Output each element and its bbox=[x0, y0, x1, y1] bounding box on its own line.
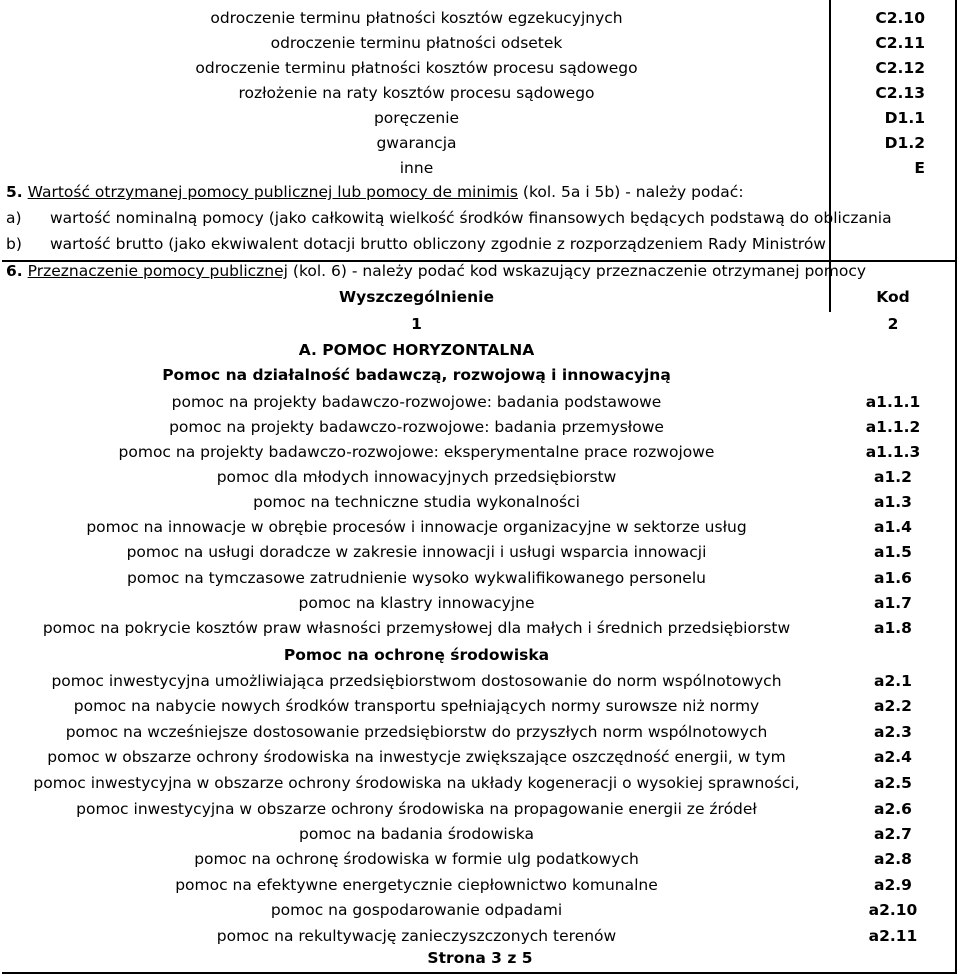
row-description: pomoc na projekty badawczo-rozwojowe: eksperymentalne prace rozwojowe bbox=[118, 443, 715, 461]
table-row bbox=[2, 566, 955, 591]
table-row bbox=[2, 616, 955, 641]
row-code: C2.10 bbox=[875, 9, 925, 27]
row-code: a2.4 bbox=[874, 748, 912, 766]
column-header-description: Wyszczególnienie bbox=[339, 288, 494, 306]
row-code: a2.9 bbox=[874, 876, 912, 894]
row-code: E bbox=[914, 159, 925, 177]
row-description: pomoc na projekty badawczo-rozwojowe: badania podstawowe bbox=[171, 393, 662, 411]
row-description: pomoc na pokrycie kosztów praw własności przemysłowej dla małych i średnich przedsiębiorstw bbox=[42, 619, 791, 637]
row-code: a1.6 bbox=[874, 569, 912, 587]
section-5-item-b bbox=[6, 232, 826, 257]
item-b-marker: b) bbox=[6, 235, 22, 253]
row-description: odroczenie terminu płatności kosztów egzekucyjnych bbox=[210, 9, 623, 27]
row-description: pomoc na nabycie nowych środków transportu spełniających normy surowsze niż normy bbox=[73, 697, 760, 715]
section-6-number: 6. bbox=[6, 262, 23, 280]
section-5-heading bbox=[6, 180, 744, 205]
row-description: pomoc na usługi doradcze w zakresie innowacji i usługi wsparcia innowacji bbox=[126, 543, 707, 561]
row-code: a1.8 bbox=[874, 619, 912, 637]
row-code: a2.7 bbox=[874, 825, 912, 843]
section-5-item-a bbox=[6, 206, 892, 231]
row-code: a1.5 bbox=[874, 543, 912, 561]
subgroup-heading-environment: Pomoc na ochronę środowiska bbox=[283, 646, 550, 664]
row-code: a1.2 bbox=[874, 468, 912, 486]
table-row bbox=[2, 390, 955, 415]
section-5-title: Wartość otrzymanej pomocy publicznej lub pomocy de minimis bbox=[27, 183, 518, 201]
row-description: pomoc na klastry innowacyjne bbox=[298, 594, 535, 612]
item-b-text: wartość brutto (jako ekwiwalent dotacji brutto obliczony zgodnie z rozporządzeniem Rady Ministrów bbox=[50, 235, 826, 253]
row-code: a1.3 bbox=[874, 493, 912, 511]
table-header-row bbox=[2, 285, 955, 310]
row-code: C2.11 bbox=[875, 34, 925, 52]
table-row bbox=[2, 56, 955, 81]
row-code: a2.3 bbox=[874, 723, 912, 741]
row-description: pomoc na projekty badawczo-rozwojowe: badania przemysłowe bbox=[169, 418, 664, 436]
table-row bbox=[2, 694, 955, 719]
table-row bbox=[2, 156, 955, 181]
row-description: odroczenie terminu płatności kosztów procesu sądowego bbox=[195, 59, 638, 77]
row-code: a2.10 bbox=[868, 901, 918, 919]
row-description: inne bbox=[399, 159, 434, 177]
table-row bbox=[2, 745, 955, 770]
row-code: a1.1.1 bbox=[865, 393, 921, 411]
table-row bbox=[2, 465, 955, 490]
row-description: pomoc inwestycyjna w obszarze ochrony środowiska na układy kogeneracji o wysokiej sprawności, bbox=[33, 774, 800, 792]
row-code: C2.13 bbox=[875, 84, 925, 102]
table-row bbox=[2, 81, 955, 106]
row-code: a1.1.2 bbox=[865, 418, 921, 436]
row-description: pomoc na rekultywację zanieczyszczonych terenów bbox=[216, 927, 617, 945]
row-code: a2.5 bbox=[874, 774, 912, 792]
row-description: pomoc na techniczne studia wykonalności bbox=[253, 493, 580, 511]
table-row bbox=[2, 669, 955, 694]
row-description: rozłożenie na raty kosztów procesu sądowego bbox=[238, 84, 595, 102]
table-row bbox=[2, 490, 955, 515]
row-code: a2.8 bbox=[874, 850, 912, 868]
table-row bbox=[2, 6, 955, 31]
row-description: gwarancja bbox=[376, 134, 457, 152]
column-header-code: Kod bbox=[876, 288, 910, 306]
row-code: C2.12 bbox=[875, 59, 925, 77]
row-code: a1.1.3 bbox=[865, 443, 921, 461]
row-code: a1.4 bbox=[874, 518, 912, 536]
row-code: a2.1 bbox=[874, 672, 912, 690]
column-number-1: 1 bbox=[411, 315, 422, 333]
table-row bbox=[2, 540, 955, 565]
row-description: odroczenie terminu płatności odsetek bbox=[270, 34, 563, 52]
section-5-number: 5. bbox=[6, 183, 23, 201]
row-code: D1.2 bbox=[884, 134, 925, 152]
table-row bbox=[2, 898, 955, 923]
table-row bbox=[2, 873, 955, 898]
section-5-note: (kol. 5a i 5b) - należy podać: bbox=[517, 183, 744, 201]
row-description: pomoc na wcześniejsze dostosowanie przedsiębiorstw do przyszłych norm wspólnotowych bbox=[65, 723, 768, 741]
row-description: poręczenie bbox=[373, 109, 460, 127]
item-a-text: wartość nominalną pomocy (jako całkowitą wielkość środków finansowych będących podstawą do obliczania bbox=[50, 209, 892, 227]
table-row bbox=[2, 720, 955, 745]
group-heading-a: A. POMOC HORYZONTALNA bbox=[298, 341, 535, 359]
row-code: a1.7 bbox=[874, 594, 912, 612]
section-6-note: (kol. 6) - należy podać kod wskazujący przeznaczenie otrzymanej pomocy bbox=[287, 262, 867, 280]
table-row bbox=[2, 131, 955, 156]
row-code: a2.6 bbox=[874, 800, 912, 818]
table-row bbox=[2, 31, 955, 56]
table-row bbox=[2, 415, 955, 440]
subgroup-heading-research: Pomoc na działalność badawczą, rozwojową i innowacyjną bbox=[162, 366, 671, 384]
table-row bbox=[2, 822, 955, 847]
row-description: pomoc inwestycyjna w obszarze ochrony środowiska na propagowanie energii ze źródeł bbox=[76, 800, 757, 818]
page-number: Strona 3 z 5 bbox=[427, 949, 533, 967]
row-code: D1.1 bbox=[884, 109, 925, 127]
row-description: pomoc na ochronę środowiska w formie ulg podatkowych bbox=[194, 850, 639, 868]
column-number-2: 2 bbox=[887, 315, 899, 333]
table-row bbox=[2, 797, 955, 822]
row-description: pomoc na innowacje w obrębie procesów i innowacje organizacyjne w sektorze usług bbox=[86, 518, 747, 536]
row-description: pomoc na tymczasowe zatrudnienie wysoko wykwalifikowanego personelu bbox=[127, 569, 706, 587]
table-row bbox=[2, 106, 955, 131]
section-6-heading bbox=[6, 259, 866, 284]
row-code: a2.11 bbox=[868, 927, 918, 945]
row-code: a2.2 bbox=[874, 697, 912, 715]
row-description: pomoc na efektywne energetycznie ciepłownictwo komunalne bbox=[175, 876, 658, 894]
table-row bbox=[2, 771, 955, 796]
row-description: pomoc dla młodych innowacyjnych przedsiębiorstw bbox=[216, 468, 617, 486]
row-description: pomoc na badania środowiska bbox=[298, 825, 534, 843]
table-column-numbers bbox=[2, 312, 955, 337]
table-row bbox=[2, 515, 955, 540]
row-description: pomoc na gospodarowanie odpadami bbox=[270, 901, 563, 919]
row-description: pomoc w obszarze ochrony środowiska na inwestycje zwiększające oszczędność energii, w tym bbox=[47, 748, 786, 766]
section-6-title: Przeznaczenie pomocy publicznej bbox=[27, 262, 288, 280]
table-row bbox=[2, 440, 955, 465]
row-description: pomoc inwestycyjna umożliwiająca przedsiębiorstwom dostosowanie do norm wspólnotowych bbox=[51, 672, 782, 690]
table-row bbox=[2, 847, 955, 872]
table-row bbox=[2, 591, 955, 616]
item-a-marker: a) bbox=[6, 209, 22, 227]
